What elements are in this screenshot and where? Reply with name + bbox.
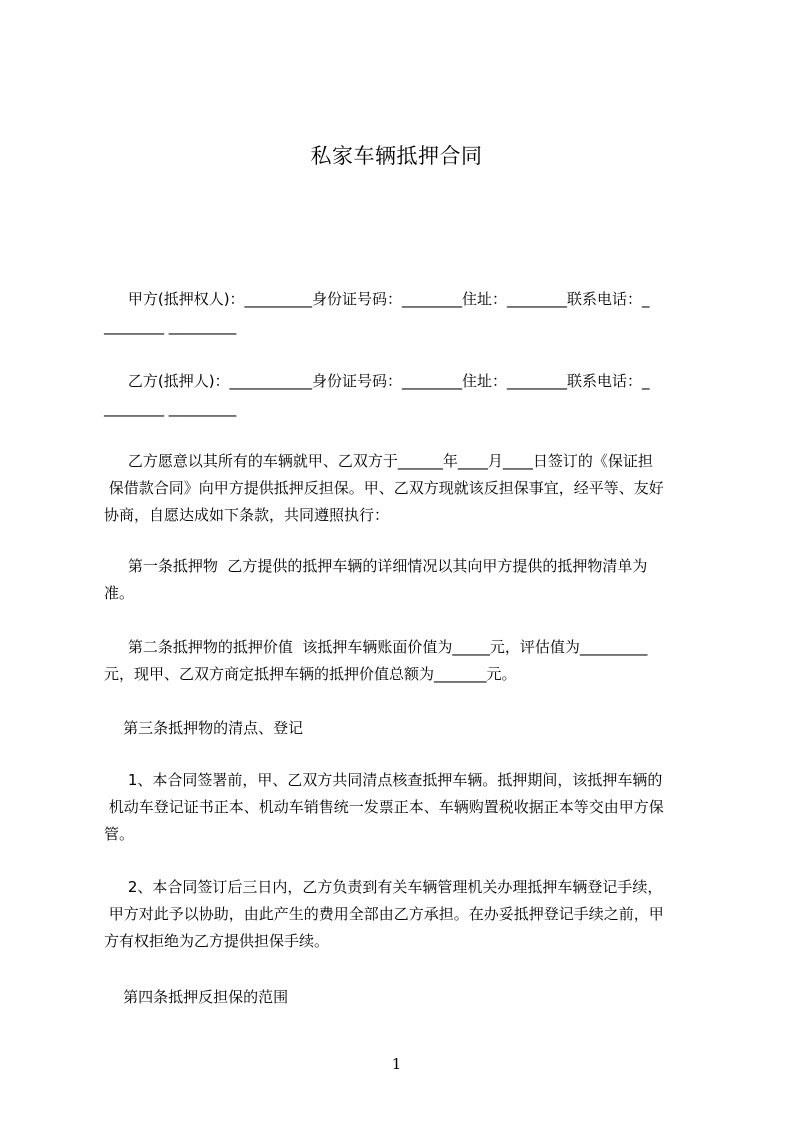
article-2-paragraph [104, 634, 704, 688]
article-3-item-1-line-3: 管。 [104, 825, 135, 843]
party-b-paragraph [104, 368, 704, 422]
intro-line-1: 乙方愿意以其所有的车辆就甲、乙双方于______年____月____日签订的《保证担 [104, 452, 653, 470]
article-3-item-2-paragraph [104, 874, 704, 955]
party-a-line-1: 甲方(抵押权人)：_________身份证号码：________住址：________联系电话：_ [104, 290, 650, 308]
article-4-heading-text: 第四条抵押反担保的范围 [104, 988, 289, 1006]
intro-line-3: 协商，自愿达成如下条款，共同遵照执行： [104, 506, 390, 524]
intro-line-2: 保借款合同》向甲方提供抵押反担保。甲、乙双方现就该反担保事宜，经平等、友好 [104, 479, 664, 497]
article-1-line-2: 准。 [104, 584, 135, 602]
article-4-heading [104, 984, 704, 1011]
article-3-item-1-paragraph [104, 767, 704, 848]
article-3-heading-text: 第三条抵押物的清点、登记 [104, 719, 304, 737]
article-3-heading [104, 715, 704, 742]
party-b-line-1: 乙方(抵押人)：___________身份证号码：________住址：________联系电话：_ [104, 372, 650, 390]
page-number: 1 [391, 1055, 402, 1073]
party-a-line-2: ________ _________ [104, 317, 237, 335]
article-2-line-2: 元，现甲、乙双方商定抵押车辆的抵押价值总额为_______元。 [104, 665, 517, 683]
party-a-paragraph [104, 286, 704, 340]
article-3-item-1-line-2: 机动车登记证书正本、机动车销售统一发票正本、车辆购置税收据正本等交由甲方保 [104, 798, 664, 816]
article-1-paragraph [104, 553, 704, 607]
article-1-line-1: 第一条抵押物 乙方提供的抵押车辆的详细情况以其向甲方提供的抵押物清单为 [104, 557, 648, 575]
article-3-item-2-line-2: 甲方对此予以协助，由此产生的费用全部由乙方承担。在办妥抵押登记手续之前，甲 [104, 905, 664, 923]
article-3-item-2-line-3: 方有权拒绝为乙方提供担保手续。 [104, 932, 330, 950]
document-title: 私家车辆抵押合同 [310, 144, 483, 168]
article-3-item-2-line-1: 2、本合同签订后三日内，乙方负责到有关车辆管理机关办理抵押车辆登记手续， [104, 878, 663, 896]
party-b-line-2: ________ _________ [104, 399, 237, 417]
article-3-item-1-line-1: 1、本合同签署前，甲、乙双方共同清点核查抵押车辆。抵押期间，该抵押车辆的 [104, 771, 663, 789]
article-2-line-1: 第二条抵押物的抵押价值 该抵押车辆账面价值为_____元，评估值为_________ [104, 638, 648, 656]
intro-paragraph [104, 448, 704, 529]
